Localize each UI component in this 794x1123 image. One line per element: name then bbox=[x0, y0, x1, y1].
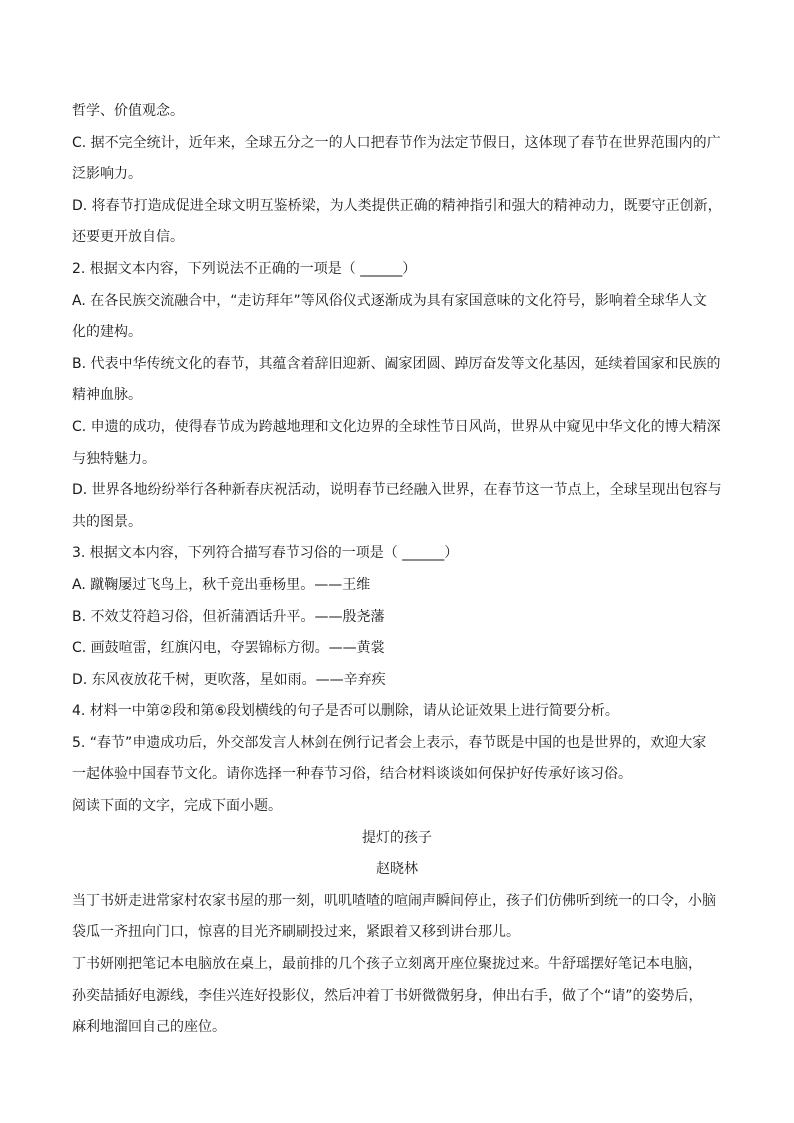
option-c-line: C. 画鼓喧雷，红旗闪电，夺罢锦标方彻。——黄裳 bbox=[72, 640, 385, 657]
question-4: 4. 材料一中第②段和第⑥段划横线的句子是否可以删除，请从论证效果上进行简要分析。 bbox=[72, 703, 619, 720]
document-page bbox=[72, 96, 722, 1044]
article-author: 赵晓林 bbox=[376, 861, 418, 878]
paragraph-line: 丁书妍刚把笔记本电脑放在桌上，最前排的几个孩子立刻离开座位聚拢过来。牛舒瑶摆好笔记本电脑， bbox=[72, 956, 702, 973]
paragraph-line: 当丁书妍走进常家村农家书屋的那一刻，叽叽喳喳的喧闹声瞬间停止，孩子们仿佛听到统一的口令，小脑 bbox=[72, 892, 716, 909]
paragraph-line: 袋瓜一齐扭向门口，惊喜的目光齐刷刷投过来，紧跟着又移到讲台那儿。 bbox=[72, 924, 520, 941]
option-b-line: B. 代表中华传统文化的春节，其蕴含着辞旧迎新、阖家团圆、踔厉奋发等文化基因，延续着国家和民族的 bbox=[72, 355, 721, 372]
paragraph-line: 麻利地溜回自己的座位。 bbox=[72, 1019, 226, 1036]
question-2: 2. 根据文本内容，下列说法不正确的一项是（ ______） bbox=[72, 260, 417, 277]
question-5: 5. “春节”申遗成功后，外交部发言人林剑在例行记者会上表示，春节既是中国的也是世界的，欢迎大家 bbox=[72, 734, 707, 751]
option-a-line: A. 在各民族交流融合中，“走访拜年”等风俗仪式逐渐成为具有家国意味的文化符号，影响着全球华人文 bbox=[72, 292, 707, 309]
text-line: 化的建构。 bbox=[72, 324, 142, 341]
text-line: 一起体验中国春节文化。请你选择一种春节习俗，结合材料谈谈如何保护好传承好该习俗。 bbox=[72, 766, 632, 783]
text-line: 哲学、价值观念。 bbox=[72, 103, 184, 119]
article-title: 提灯的孩子 bbox=[362, 829, 432, 846]
reading-instruction: 阅读下面的文字，完成下面小题。 bbox=[72, 798, 282, 815]
option-b-line: B. 不效艾符趋习俗，但祈蒲酒话升平。——殷尧藩 bbox=[72, 608, 385, 625]
option-c-line: C. 申遗的成功，使得春节成为跨越地理和文化边界的全球性节日风尚，世界从中窥见中华文化的博大精深 bbox=[72, 418, 721, 435]
text-line: 与独特魅力。 bbox=[72, 450, 156, 467]
question-3: 3. 根据文本内容，下列符合描写春节习俗的一项是（ ______） bbox=[72, 545, 459, 562]
paragraph-line: 孙奕喆插好电源线，李佳兴连好投影仪，然后冲着丁书妍微微躬身，伸出右手，做了个“请”的姿势后， bbox=[72, 987, 703, 1004]
option-a-line: A. 蹴鞠屡过飞鸟上，秋千竞出垂杨里。——王维 bbox=[72, 576, 371, 593]
option-d-line: D. 将春节打造成促进全球文明互鉴桥梁，为人类提供正确的精神指引和强大的精神动力，既要守正创新， bbox=[72, 197, 722, 214]
text-line: 精神血脉。 bbox=[72, 387, 142, 404]
text-line: 共的图景。 bbox=[72, 513, 142, 530]
text-line: 泛影响力。 bbox=[72, 166, 142, 183]
text-line: 还要更开放自信。 bbox=[72, 229, 184, 246]
option-c-line: C. 据不完全统计，近年来，全球五分之一的人口把春节作为法定节假日，这体现了春节在世界范围内的广 bbox=[72, 134, 721, 151]
option-d-line: D. 东风夜放花千树，更吹落，星如雨。——辛弃疾 bbox=[72, 671, 386, 688]
option-d-line: D. 世界各地纷纷举行各种新春庆祝活动，说明春节已经融入世界，在春节这一节点上，全球呈现出包容与 bbox=[72, 482, 722, 499]
